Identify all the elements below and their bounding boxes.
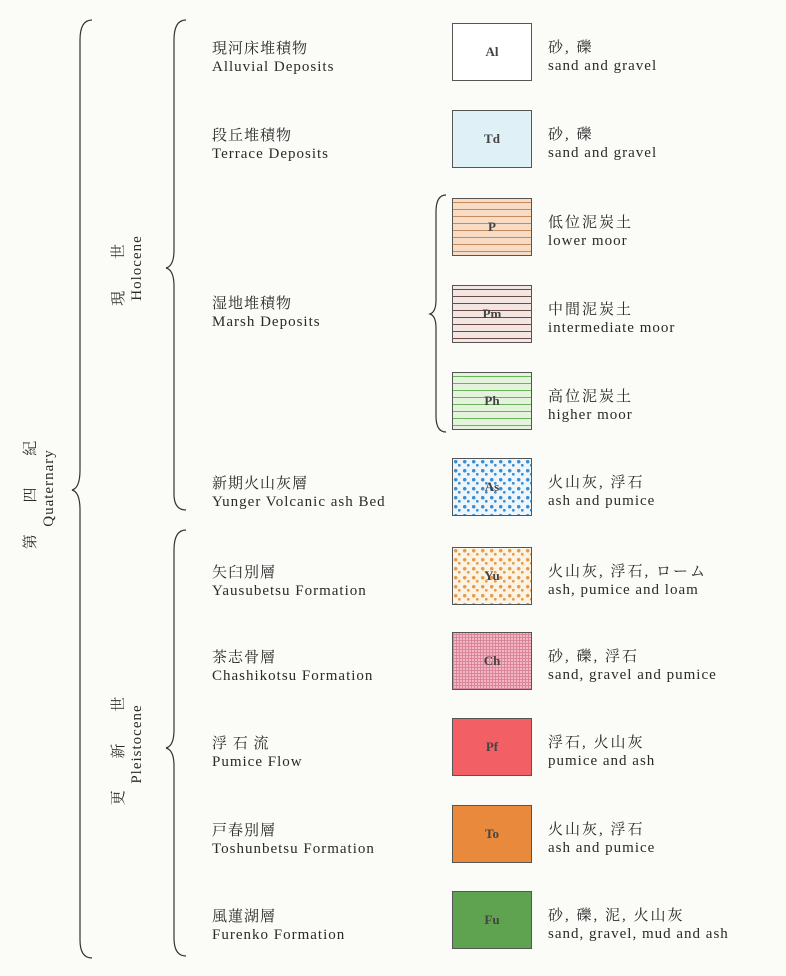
lithology-jp: 中間泥炭土 <box>548 302 634 318</box>
epoch-en: Pleistocene <box>129 704 145 784</box>
legend-swatch <box>452 632 532 690</box>
swatch-code: Al <box>485 44 499 59</box>
epoch-en: Holocene <box>129 235 145 301</box>
lithology-jp: 火山灰, 浮石 <box>548 475 645 491</box>
unit-name-en: Terrace Deposits <box>212 146 329 162</box>
swatch-code: Td <box>484 131 500 146</box>
lithology-en: lower moor <box>548 233 628 249</box>
unit-name-jp: 段丘堆積物 <box>212 128 293 144</box>
legend-swatch <box>452 285 532 343</box>
lithology-en: ash, pumice and loam <box>548 582 699 598</box>
swatch-code: Ch <box>483 653 501 668</box>
unit-name-jp: 戸春別層 <box>212 823 277 839</box>
unit-name-en: Furenko Formation <box>212 927 346 943</box>
period-en: Quaternary <box>41 449 57 527</box>
lithology-jp: 砂, 礫, 浮石 <box>548 649 640 665</box>
lithology-en: ash and pumice <box>548 493 656 509</box>
swatch-code: P <box>488 219 496 234</box>
legend-swatch <box>452 110 532 168</box>
unit-name-jp: 新期火山灰層 <box>212 476 309 492</box>
legend-swatch <box>452 891 532 949</box>
swatch-code: Ph <box>484 393 500 408</box>
legend-swatch <box>452 718 532 776</box>
swatch-code: As <box>484 479 500 494</box>
legend-row <box>0 632 786 712</box>
lithology-en: sand, gravel and pumice <box>548 667 717 683</box>
swatch-code: Pm <box>482 306 502 321</box>
lithology-jp: 低位泥炭土 <box>548 215 634 231</box>
period-jp: 第 四 紀 <box>23 426 39 550</box>
lithology-jp: 砂, 礫 <box>548 40 594 56</box>
lithology-en: intermediate moor <box>548 320 676 336</box>
lithology-jp: 砂, 礫, 泥, 火山灰 <box>548 908 685 924</box>
legend-row <box>0 805 786 885</box>
lithology-en: sand and gravel <box>548 58 658 74</box>
lithology-jp: 火山灰, 浮石 <box>548 822 645 838</box>
unit-name-jp: 浮 石 流 <box>212 736 270 752</box>
lithology-jp: 砂, 礫 <box>548 127 594 143</box>
legend-swatch <box>452 805 532 863</box>
epoch-jp: 現 世 <box>111 230 127 306</box>
unit-name-jp: 矢臼別層 <box>212 565 277 581</box>
legend-row <box>0 372 786 452</box>
swatch-code: To <box>485 826 499 841</box>
lithology-en: ash and pumice <box>548 840 656 856</box>
unit-name-jp: 現河床堆積物 <box>212 41 309 57</box>
unit-name-jp: 風蓮湖層 <box>212 909 277 925</box>
legend-row <box>0 891 786 971</box>
marsh-deposits-en: Marsh Deposits <box>212 314 321 330</box>
unit-name-en: Yunger Volcanic ash Bed <box>212 494 386 510</box>
legend-row <box>0 198 786 278</box>
unit-name-en: Alluvial Deposits <box>212 59 335 75</box>
marsh-deposits-jp: 湿地堆積物 <box>212 296 293 312</box>
unit-name-en: Toshunbetsu Formation <box>212 841 375 857</box>
epoch-jp: 更 新 世 <box>111 682 127 806</box>
lithology-en: sand and gravel <box>548 145 658 161</box>
lithology-en: pumice and ash <box>548 753 656 769</box>
legend-row <box>0 23 786 103</box>
legend-swatch <box>452 372 532 430</box>
legend-swatch <box>452 547 532 605</box>
legend-row <box>0 110 786 190</box>
unit-name-en: Chashikotsu Formation <box>212 668 374 684</box>
legend-row <box>0 458 786 538</box>
legend-row <box>0 285 786 365</box>
swatch-code: Yu <box>484 568 500 583</box>
legend-swatch <box>452 198 532 256</box>
legend-swatch <box>452 23 532 81</box>
lithology-jp: 浮石, 火山灰 <box>548 735 645 751</box>
lithology-en: higher moor <box>548 407 633 423</box>
legend-row <box>0 547 786 627</box>
unit-name-en: Yausubetsu Formation <box>212 583 367 599</box>
lithology-jp: 火山灰, 浮石, ローム <box>548 564 708 580</box>
unit-name-jp: 茶志骨層 <box>212 650 277 666</box>
unit-name-en: Pumice Flow <box>212 754 303 770</box>
swatch-code: Fu <box>484 912 500 927</box>
swatch-code: Pf <box>485 739 499 754</box>
lithology-en: sand, gravel, mud and ash <box>548 926 729 942</box>
legend-swatch <box>452 458 532 516</box>
lithology-jp: 高位泥炭土 <box>548 389 634 405</box>
legend-row <box>0 718 786 798</box>
